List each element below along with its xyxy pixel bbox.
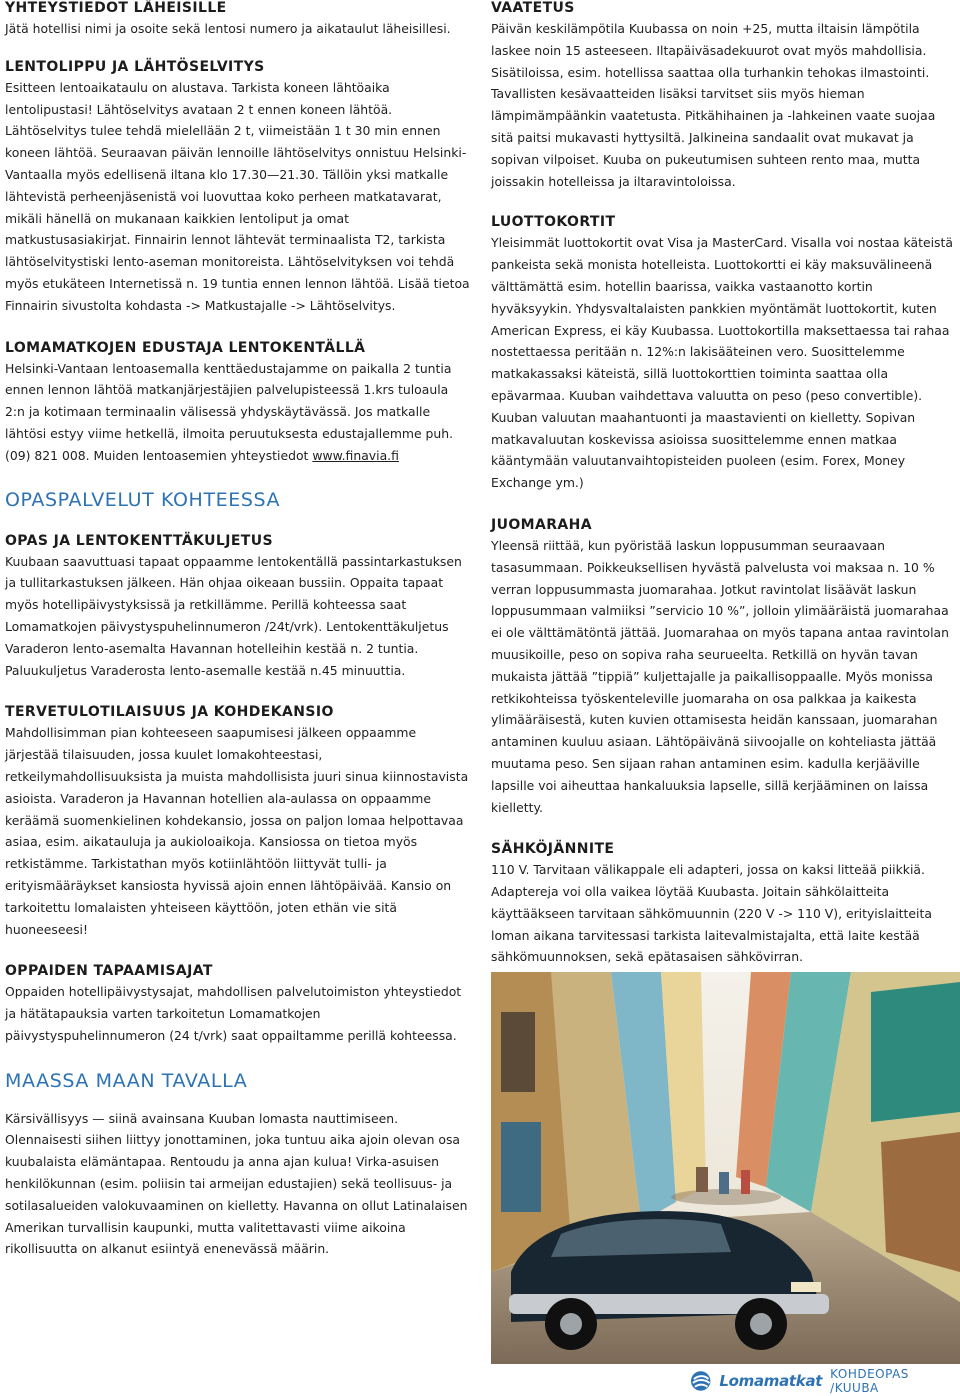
section-lentolippu: [5, 57, 470, 317]
text-opas: Kuubaan saavuttuasi tapaat oppaamme lentokentällä passintarkastuksen ja tullitarkastuksen jälkeen. Hän ohjaa oikeaan bussiin. Oppaita tapaat myös hotellipäivystyksissä ja retkillämme. Perillä kohteessa saat Lomamatkojen päivystyspuhelinnumeron /24t/vrk). Lentokenttäkuljetus Varaderon lento-asemalta Havannan hotelleihin kestää n. 2 tuntia. Paluukuljetus Varaderosta lento-asemalle kestää n.45 minuuttia.: [5, 553, 462, 678]
section-edustaja: [5, 338, 470, 467]
section-juomaraha: [491, 515, 955, 818]
footer: [690, 1368, 958, 1394]
text-yhteystiedot: Jätä hotellisi nimi ja osoite sekä lentosi numero ja aikataulut läheisillesi.: [5, 21, 451, 36]
left-column: [5, 0, 470, 1260]
text-sahkojannite: 110 V. Tarvitaan välikappale eli adapteri, jossa on kaksi litteää piikkiä. Adaptereja voi olla vaikea löytää Kuubasta. Joitain sähkölaitteita käyttääkseen tarvitaan sähkömuunnin (220 V -> 110 V), erityislaitteita loman aikana tarvitessasi tarkista laitevalmistajalta, että laite kestää sähkömuunnoksen, sekä epätasaisen sähkövirran.: [491, 862, 932, 965]
brand-name: Lomamatkat: [719, 1372, 823, 1390]
section-opas: [5, 531, 470, 682]
havana-street-photo: [491, 972, 960, 1364]
text-luottokortit: Yleisimmät luottokortit ovat Visa ja MasterCard. Visalla voi nostaa käteistä pankeista sekä monista hotelleista. Luottokortti ei käy maksuvälineenä välttämättä esim. hotellin baarissa, vaikka vastaanotto kortin hyväksyykin. Yhdysvaltalaisten pankkien myöntämät luottokortit, kuten American Express, ei käy Kuubassa. Luottokortilla maksettaessa tai rahaa nostettaessa peritään n. 12%:n lakisääteinen vero. Suosittelemme matkakassaksi käteistä, sillä luottokorttien toiminta saattaa olla epävarmaa. Kuuban vaihdettava valuutta on peso (peso convertible). Kuuban valuutan maahantuonti ja maastavienti on kielletty. Sopivan matkavaluutan koskevissa asioissa suosittelemme ennen matkaa kääntymään valuutanvaihtopisteiden puoleen (esim. Forex, Money Exchange ym.): [491, 235, 953, 491]
right-column: [491, 0, 955, 968]
heading-maassa: MAASSA MAAN TAVALLA: [5, 1069, 248, 1092]
edustaja-body: Helsinki-Vantaan lentoasemalla kenttäedustajamme on paikalla 2 tuntia ennen lennon lähtöä matkanjärjestäjien palvelupisteessä 1.krs tuloaula 2:n ja kotimaan terminaalin välisessä yhdyskäytävässä. Jos matkalle lähtösi estyy viime hetkellä, ilmoita peruutuksesta edustajallemme puh. (09) 821 008. Muiden lentoasemien yhteystiedot: [5, 360, 454, 463]
text-maassa: Kärsivällisyys — siinä avainsana Kuuban lomasta nauttimiseen. Olennaisesti siihen liittyy jonottaminen, joka tuntuu aika ajoin olevan osa kuubalaista elämäntapaa. Rentoudu ja anna ajan kulua! Virka-asuisen henkilökunnan (esim. poliisin tai armeijan edustajien) sekä teollisuus- ja sotilasalueiden valokuvaaminen on kielletty. Havanna on ollut Latinalaisen Amerikan turvallisin kaupunki, mutta valitettavasti viime aikoina rikollisuutta on alkanut esiintyä enenevässä määrin.: [5, 1110, 468, 1257]
heading-sahkojannite: SÄHKÖJÄNNITE: [491, 841, 615, 858]
text-juomaraha: Yleensä riittää, kun pyöristää laskun loppusumman seuraavaan tasasummaan. Poikkeuksellisen hyvästä palvelusta voi maksaa n. 10 % verran loppusummasta juomarahaa. Jotkut ravintolat lisäävät laskun loppusummaan valmiiksi ”servicio 10 %”, jolloin ylimääräistä juomarahaa ei ole välttämätöntä jättää. Juomarahaa on myös tapana antaa ravintolan muusikoille, peso on sopiva raha seurueelta. Retkillä on hyvän tavan mukaista jättää ”tippiä” kuljettajalle ja paikallisoppaalle. Myös monissa retkikohteissa työskenteleville juomaraha on osa palkkaa ja kaikesta ylimääräisestä, kuten kuvien ottamisesta heidän kanssaan, juomarahan antaminen kuuluu asiaan. Lähtöpäivänä siivoojalle on kohteliasta jättää muutama peso. Sen sijaan rahan antaminen esim. kadulla kerjääville lapsille voi aiheuttaa hankaluuksia lapselle, sillä kerjääminen on laissa kielletty.: [491, 537, 949, 815]
heading-lentolippu: LENTOLIPPU JA LÄHTÖSELVITYS: [5, 58, 265, 75]
text-edustaja: [5, 358, 470, 467]
section-opaspalvelut: [5, 487, 470, 513]
section-luottokortit: [491, 212, 955, 494]
finavia-link[interactable]: www.finavia.fi: [312, 447, 399, 463]
section-vaatetus: [491, 0, 955, 192]
section-tervetulo: [5, 702, 470, 940]
text-vaatetus: Päivän keskilämpötila Kuubassa on noin +25, mutta iltaisin lämpötila laskee noin 15 asteeseen. Iltapäiväsadekuurot ovat myös mahdollisia. Sisätiloissa, esim. hotellissa saattaa olla turhankin tehokas ilmastointi. Tavallisten kesävaatteiden lisäksi tarvitset siis myös hieman lämpimämpäänkin vaatetusta. Pitkähihainen ja -lahkeinen vaate suojaa sitä paitsi mukavasti hyttysiltä. Jalkineina sandaalit ovat mukavat ja sopivan vilpoiset. Kuuba on pukeutumisen suhteen rento maa, mutta joissakin hotelleissa ja iltaravintoloissa.: [491, 21, 936, 189]
section-tapaamisajat: [5, 961, 470, 1046]
heading-tapaamisajat: OPPAIDEN TAPAAMISAJAT: [5, 963, 213, 980]
heading-edustaja: LOMAMATKOJEN EDUSTAJA LENTOKENTÄLLÄ: [5, 339, 366, 356]
heading-juomaraha: JUOMARAHA: [491, 516, 593, 533]
heading-opaspalvelut: OPASPALVELUT KOHTEESSA: [5, 488, 281, 511]
heading-yhteystiedot: YHTEYSTIEDOT LÄHEISILLE: [5, 0, 227, 16]
heading-tervetulo: TERVETULOTILAISUUS JA KOHDEKANSIO: [5, 704, 334, 721]
text-tapaamisajat: Oppaiden hotellipäivystysajat, mahdollisen palvelutoimiston yhteystiedot ja hätätapauksia varten tarkoitetun Lomamatkojen päivystyspuhelinnumeron (24 t/vrk) saat oppailtamme perillä kohteessa.: [5, 984, 462, 1043]
section-sahkojannite: [491, 839, 955, 968]
heading-opas: OPAS JA LENTOKENTTÄKULJETUS: [5, 532, 274, 549]
lomamatkat-logo-icon: [690, 1370, 711, 1392]
section-yhteystiedot: [5, 0, 470, 40]
footer-label: KOHDEOPAS /KUUBA: [830, 1367, 909, 1395]
text-lentolippu: Esitteen lentoaikataulu on alustava. Tarkista koneen lähtöaika lentolipustasi! Lähtöselvitys avataan 2 t ennen koneen lähtöä. Lähtöselvitys tulee tehdä mielellään 2 t, viimeistään 1 t 30 min ennen koneen lähtöä. Seuraavan päivän lennoille lähtöselvitys onnistuu Helsinki-Vantaalla myös edellisenä iltana klo 17.30—21.30. Tällöin yksi matkalle lähtevistä perheenjäsenistä voi luovuttaa koko perheen matkatavarat, mikäli hänellä on mukanaan kaikkien lentoliput ja omat matkustusasiakirjat. Finnairin lennot lähtevät terminaalista T2, tarkista lähtöselvitystiski lento-aseman monitoreista. Lähtöselvityksen voi tehdä myös etukäteen Internetissä n. 19 tuntia ennen lennon lähtöä. Lisää tietoa Finnairin sivustolta kohdasta -> Matkustajalle -> Lähtöselvitys.: [5, 79, 470, 313]
text-tervetulo: Mahdollisimman pian kohteeseen saapumisesi jälkeen oppaamme järjestää tilaisuuden, jossa kuulet lomakohteestasi, retkeilymahdollisuuksista ja muista mahdollisista juuri sinua kiinnostavista asioista. Varaderon ja Havannan hotellien ala-aulassa on oppaamme keräämä suomenkielinen kohdekansio, jossa on paljon lomaa helpottavaa asiaa, esim. aikatauluja ja aukioloaikoja. Kansiossa on tietoa myös retkistämme. Tarkistathan myös kotiinlähtöön liittyvät tulli- ja erityismääräykset kansiosta hyvissä ajoin ennen lähtöpäivää. Kansio on tarkoitettu lomalaisten yhteiseen käyttöön, joten ethän vie sitä huoneeseesi!: [5, 725, 469, 937]
section-maassa: [5, 1068, 470, 1261]
heading-luottokortit: LUOTTOKORTIT: [491, 214, 616, 231]
heading-vaatetus: VAATETUS: [491, 0, 575, 16]
